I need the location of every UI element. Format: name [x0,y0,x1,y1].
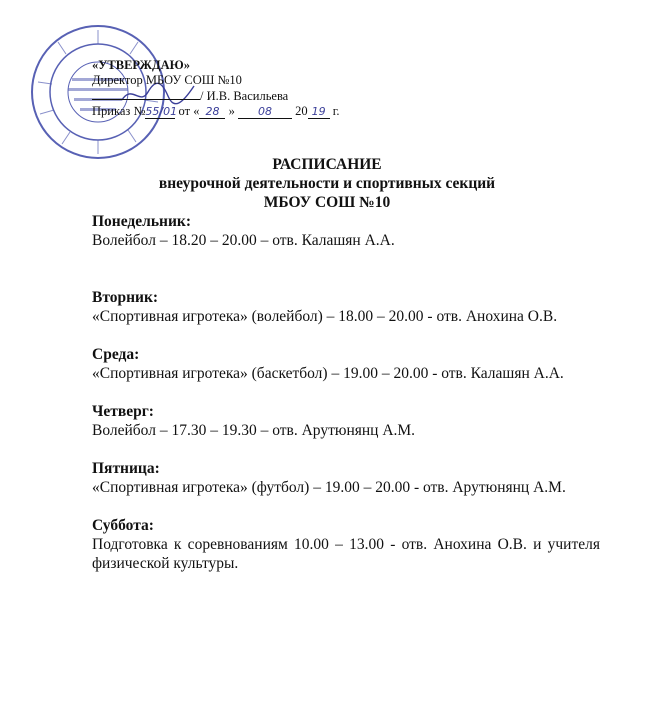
day-name: Суббота: [92,517,154,534]
document-title [0,155,654,212]
day-activity: «Спортивная игротека» (футбол) – 19.00 – 20.00 - отв. Арутюнянц А.М. [92,479,566,496]
day-activity: Волейбол – 18.20 – 20.00 – отв. Калашян А.А. [92,232,395,249]
order-number: 55/01 [145,105,178,118]
order-line [92,104,340,119]
from-label: от « [178,104,200,118]
schedule-day-tuesday [92,288,600,326]
signatory-name: / И.В. Васильева [200,89,289,103]
day-name: Вторник: [92,289,159,306]
director-position: Директор МБОУ СОШ №10 [92,73,242,87]
schedule-day-monday [92,212,600,250]
schedule-day-friday [92,459,600,497]
schedule-list [92,212,600,573]
order-label: Приказ № [92,104,146,118]
approval-title: «УТВЕРЖДАЮ» [92,58,190,72]
day-activity: «Спортивная игротека» (баскетбол) – 19.00 – 20.00 - отв. Калашян А.А. [92,365,564,382]
title-line-3: МБОУ СОШ №10 [263,194,391,211]
schedule-day-wednesday [92,345,600,383]
day-name: Понедельник: [92,213,191,230]
signature-blank [92,88,200,100]
signature-line [92,88,340,104]
day-activity: «Спортивная игротека» (волейбол) – 18.00 – 20.00 - отв. Анохина О.В. [92,308,558,325]
schedule-day-saturday [92,516,600,573]
order-day: 28 [199,106,225,119]
order-year: 19 [308,106,330,119]
year-end: г. [332,104,340,118]
day-activity: Подготовка к соревнованиям 10.00 – 13.00 - отв. Анохина О.В. и учителя физической культуры. [92,536,600,572]
quote-close: » [228,104,235,118]
day-name: Четверг: [92,403,154,420]
year-prefix: 20 [295,104,308,118]
day-name: Пятница: [92,460,160,477]
approval-block [92,58,340,119]
day-name: Среда: [92,346,140,363]
schedule-day-thursday [92,402,600,440]
day-activity: Волейбол – 17.30 – 19.30 – отв. Арутюнянц А.М. [92,422,416,439]
order-month: 08 [238,106,292,119]
title-line-2: внеурочной деятельности и спортивных секций [158,175,496,192]
title-line-1: РАСПИСАНИЕ [272,156,382,173]
